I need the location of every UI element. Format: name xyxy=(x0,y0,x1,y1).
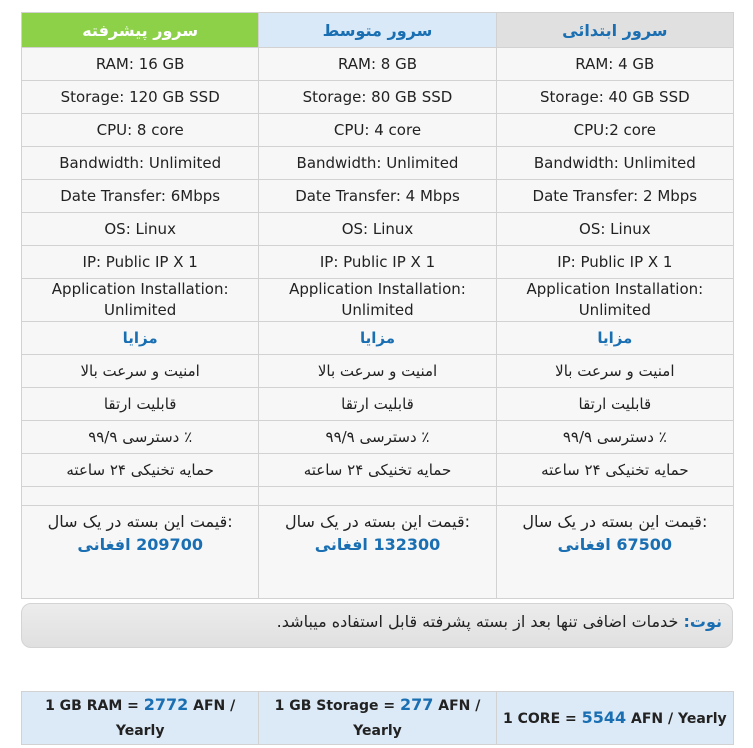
unit-price-storage xyxy=(259,692,496,745)
spec-cell: Bandwidth: Unlimited xyxy=(259,147,496,180)
features-title: مزایا xyxy=(22,322,259,355)
spec-cell: Storage: 40 GB SSD xyxy=(496,81,733,114)
empty-cell xyxy=(259,487,496,506)
spec-cell: Application Installation: Unlimited xyxy=(259,279,496,322)
spec-cell: OS: Linux xyxy=(22,213,259,246)
spec-cell: CPU: 4 core xyxy=(259,114,496,147)
feature-cell: امنیت و سرعت بالا xyxy=(496,355,733,388)
feature-cell: قابلیت ارتقا xyxy=(496,388,733,421)
spec-cell: RAM: 8 GB xyxy=(259,48,496,81)
unit-price-table xyxy=(21,691,734,745)
spec-cell: RAM: 16 GB xyxy=(22,48,259,81)
spec-cell: Application Installation: Unlimited xyxy=(22,279,259,322)
unit-value: 277 xyxy=(400,695,434,714)
price-label: قیمت این بسته در یک سال: xyxy=(284,512,470,531)
spec-cell: Bandwidth: Unlimited xyxy=(22,147,259,180)
spec-cell: RAM: 4 GB xyxy=(496,48,733,81)
spec-cell: IP: Public IP X 1 xyxy=(496,246,733,279)
spec-cell: Storage: 120 GB SSD xyxy=(22,81,259,114)
feature-cell: حمایه تخنیکی ۲۴ ساعته xyxy=(259,454,496,487)
feature-cell: امنیت و سرعت بالا xyxy=(259,355,496,388)
empty-cell xyxy=(22,487,259,506)
plans-table xyxy=(21,12,734,599)
header-medium: سرور متوسط xyxy=(259,13,496,48)
spec-cell: OS: Linux xyxy=(496,213,733,246)
unit-suffix: AFN / Yearly xyxy=(115,698,236,739)
spec-cell: Application Installation: Unlimited xyxy=(496,279,733,322)
feature-cell: قابلیت ارتقا xyxy=(259,388,496,421)
features-title: مزایا xyxy=(259,322,496,355)
price-currency: افغانی xyxy=(314,535,368,554)
feature-cell: دسترسی ۹۹/۹ ٪ xyxy=(259,421,496,454)
unit-prefix: 1 GB Storage = xyxy=(274,698,396,714)
header-basic: سرور ابتدائی xyxy=(496,13,733,48)
unit-price-ram xyxy=(22,692,259,745)
unit-price-core xyxy=(496,692,733,745)
unit-suffix: AFN / Yearly xyxy=(631,710,727,727)
feature-cell: دسترسی ۹۹/۹ ٪ xyxy=(22,421,259,454)
price-label: قیمت این بسته در یک سال: xyxy=(47,512,233,531)
unit-prefix: 1 GB RAM = xyxy=(45,698,139,714)
spec-cell: CPU:2 core xyxy=(496,114,733,147)
price-cell-advanced xyxy=(22,506,259,599)
feature-cell: دسترسی ۹۹/۹ ٪ xyxy=(496,421,733,454)
price-currency: افغانی xyxy=(557,535,611,554)
spec-cell: Date Transfer: 2 Mbps xyxy=(496,180,733,213)
spec-cell: IP: Public IP X 1 xyxy=(259,246,496,279)
price-currency: افغانی xyxy=(77,535,131,554)
note-box xyxy=(21,603,733,648)
spec-cell: Date Transfer: 6Mbps xyxy=(22,180,259,213)
price-value: 209700 xyxy=(136,535,203,554)
price-value: 67500 xyxy=(616,535,673,554)
feature-cell: قابلیت ارتقا xyxy=(22,388,259,421)
price-value: 132300 xyxy=(373,535,441,554)
note-label: نوت: xyxy=(683,612,722,631)
price-label: قیمت این بسته در یک سال: xyxy=(522,512,708,531)
unit-prefix: 1 CORE = xyxy=(503,710,577,727)
spec-cell: IP: Public IP X 1 xyxy=(22,246,259,279)
spec-cell: Bandwidth: Unlimited xyxy=(496,147,733,180)
unit-suffix: AFN / Yearly xyxy=(353,698,481,739)
features-title: مزایا xyxy=(496,322,733,355)
spec-cell: Storage: 80 GB SSD xyxy=(259,81,496,114)
header-advanced: سرور پیشرفته xyxy=(22,13,259,48)
price-cell-basic xyxy=(496,506,733,599)
feature-cell: حمایه تخنیکی ۲۴ ساعته xyxy=(496,454,733,487)
empty-cell xyxy=(496,487,733,506)
spec-cell: Date Transfer: 4 Mbps xyxy=(259,180,496,213)
spec-cell: CPU: 8 core xyxy=(22,114,259,147)
unit-value: 2772 xyxy=(143,695,189,714)
unit-value: 5544 xyxy=(581,707,627,727)
spec-cell: OS: Linux xyxy=(259,213,496,246)
note-text: خدمات اضافی تنها بعد از بسته پشرفته قابل استفاده میباشد. xyxy=(276,612,679,631)
feature-cell: حمایه تخنیکی ۲۴ ساعته xyxy=(22,454,259,487)
feature-cell: امنیت و سرعت بالا xyxy=(22,355,259,388)
price-cell-medium xyxy=(259,506,496,599)
